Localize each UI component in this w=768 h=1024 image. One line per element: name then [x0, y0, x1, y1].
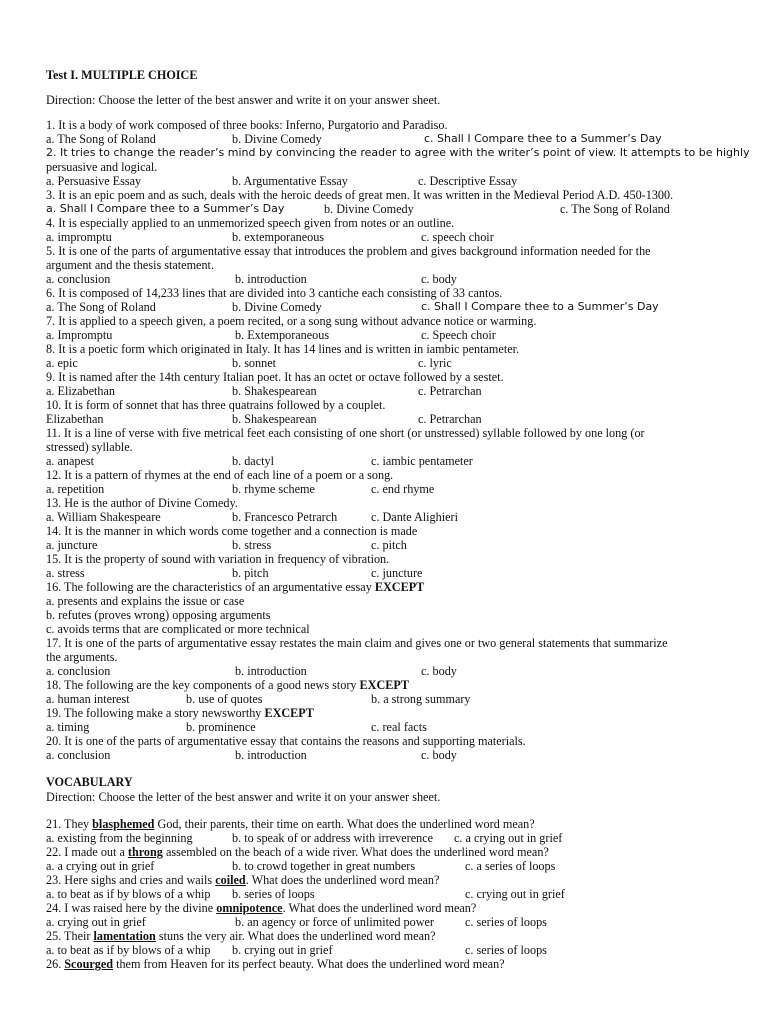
- question-text: [46, 817, 535, 831]
- choice-b: b. Divine Comedy: [232, 300, 322, 314]
- choice-c: c. series of loops: [465, 915, 547, 929]
- choice-b: b. extemporaneous: [232, 230, 325, 244]
- choice-c: c. Descriptive Essay: [418, 174, 518, 188]
- choice-c: c. body: [421, 272, 457, 286]
- choice-a: a. stress: [46, 566, 85, 580]
- choice-b: b. prominence: [186, 720, 256, 734]
- vocabulary-title: VOCABULARY: [46, 775, 133, 789]
- test-direction: Direction: Choose the letter of the best answer and write it on your answer sheet.: [46, 93, 441, 107]
- choice-a: a. crying out in grief: [46, 915, 146, 929]
- choice-c: c. body: [421, 748, 457, 762]
- question-text: 20. It is one of the parts of argumentative essay that contains the reasons and supporting materials.: [46, 734, 526, 748]
- question-text: 6. It is composed of 14,233 lines that are divided into 3 cantiche each consisting of 33 cantos.: [46, 286, 503, 300]
- choice-a: a. presents and explains the issue or case: [46, 594, 245, 608]
- question-text: [46, 873, 439, 887]
- question-text: 2. It tries to change the reader’s mind by convincing the reader to agree with the writer’s point of view. It attempts to be highly: [46, 146, 750, 159]
- choice-b: b. Divine Comedy: [232, 132, 322, 146]
- underlined-word: lamentation: [93, 929, 156, 943]
- question-text: 7. It is applied to a speech given, a poem recited, or a song sung without advance notice or warming.: [46, 314, 537, 328]
- choice-c: c. avoids terms that are complicated or more technical: [46, 622, 310, 636]
- choice-c: c. crying out in grief: [465, 887, 565, 901]
- choice-a: a. Elizabethan: [46, 384, 116, 398]
- question-text: [46, 580, 424, 594]
- choice-b: b. to crowd together in great numbers: [232, 859, 416, 873]
- choice-c: b. a strong summary: [371, 692, 471, 706]
- choice-b: b. an agency or force of unlimited power: [235, 915, 434, 929]
- choice-a: Elizabethan: [46, 412, 104, 426]
- question-stem: 16. The following are the characteristics of an argumentative essay: [46, 580, 375, 594]
- question-text: 8. It is a poetic form which originated in Italy. It has 14 lines and is written in iambic pentameter.: [46, 342, 520, 356]
- choice-b: b. Divine Comedy: [324, 202, 414, 216]
- choice-b: b. Shakespearean: [232, 384, 317, 398]
- choice-c: c. speech choir: [421, 230, 494, 244]
- choice-b: b. crying out in grief: [232, 943, 333, 957]
- question-text: [46, 706, 314, 720]
- question-stem: 25. Their: [46, 929, 94, 943]
- question-text: [46, 678, 409, 692]
- underlined-word: blasphemed: [92, 817, 155, 831]
- choice-b: b. Extemporaneous: [235, 328, 330, 342]
- question-stem-end: them from Heaven for its perfect beauty. What does the underlined word mean?: [113, 957, 505, 971]
- choice-b: b. dactyl: [232, 454, 274, 468]
- choice-c: c. Dante Alighieri: [371, 510, 458, 524]
- question-text: [46, 929, 435, 943]
- choice-b: b. to speak of or address with irreverence: [232, 831, 434, 845]
- question-text: 5. It is one of the parts of argumentative essay that introduces the problem and gives background information needed for the: [46, 244, 651, 258]
- choice-c: c. body: [421, 664, 457, 678]
- choice-b: b. sonnet: [232, 356, 277, 370]
- choice-c: c. Petrarchan: [418, 384, 482, 398]
- choice-c: c. a series of loops: [465, 859, 556, 873]
- choice-b: b. rhyme scheme: [232, 482, 315, 496]
- choice-a: a. human interest: [46, 692, 130, 706]
- choice-a: a. Impromptu: [46, 328, 113, 342]
- choice-a: a. to beat as if by blows of a whip: [46, 887, 211, 901]
- choice-c: c. a crying out in grief: [454, 831, 563, 845]
- question-stem: 21. They: [46, 817, 93, 831]
- choice-b: b. introduction: [235, 664, 307, 678]
- choice-a: a. epic: [46, 356, 78, 370]
- choice-b: b. pitch: [232, 566, 269, 580]
- question-text: [46, 845, 549, 859]
- question-text-cont: the arguments.: [46, 650, 118, 664]
- choice-c: c. real facts: [371, 720, 427, 734]
- question-text: 1. It is a body of work composed of three books: Inferno, Purgatorio and Paradiso.: [46, 118, 448, 132]
- choice-c: c. juncture: [371, 566, 423, 580]
- choice-a: a. repetition: [46, 482, 105, 496]
- choice-a: a. conclusion: [46, 748, 111, 762]
- choice-a: a. to beat as if by blows of a whip: [46, 943, 211, 957]
- choice-b: b. Shakespearean: [232, 412, 317, 426]
- choice-b: b. use of quotes: [186, 692, 263, 706]
- choice-b: b. stress: [232, 538, 272, 552]
- underlined-word: omnipotence: [216, 901, 283, 915]
- choice-a: a. conclusion: [46, 664, 111, 678]
- question-text: 17. It is one of the parts of argumentative essay restates the main claim and gives one or two general statements that summarize: [46, 636, 668, 650]
- question-text-cont: persuasive and logical.: [46, 160, 158, 174]
- choice-b: b. Argumentative Essay: [232, 174, 348, 188]
- question-text: 10. It is form of sonnet that has three quatrains followed by a couplet.: [46, 398, 386, 412]
- question-text: 14. It is the manner in which words come together and a connection is made: [46, 524, 418, 538]
- choice-b: b. introduction: [235, 748, 307, 762]
- choice-a: a. impromptu: [46, 230, 112, 244]
- question-text: 12. It is a pattern of rhymes at the end of each line of a poem or a song.: [46, 468, 394, 482]
- question-stem-end: . What does the underlined word mean?: [245, 873, 440, 887]
- except-keyword: EXCEPT: [264, 706, 314, 720]
- choice-a: a. anapest: [46, 454, 95, 468]
- question-text: [46, 901, 476, 915]
- question-text-cont: stressed) syllable.: [46, 440, 133, 454]
- choice-a: a. The Song of Roland: [46, 300, 156, 314]
- question-text: 4. It is especially applied to an unmemorized speech given from notes or an outline.: [46, 216, 455, 230]
- question-text: 11. It is a line of verse with five metrical feet each consisting of one short (or unstressed) syllable followed by one long (or: [46, 426, 645, 440]
- question-text: [46, 957, 505, 971]
- choice-a: a. Persuasive Essay: [46, 174, 142, 188]
- choice-c: c. end rhyme: [371, 482, 435, 496]
- choice-a: a. timing: [46, 720, 90, 734]
- underlined-word: throng: [127, 845, 163, 859]
- choice-c: c. pitch: [371, 538, 407, 552]
- choice-a: a. conclusion: [46, 272, 111, 286]
- question-stem-end: God, their parents, their time on earth. What does the underlined word mean?: [154, 817, 535, 831]
- choice-c: c. series of loops: [465, 943, 547, 957]
- choice-a: a. juncture: [46, 538, 98, 552]
- choice-a: a. Shall I Compare thee to a Summer’s Day: [46, 202, 285, 215]
- choice-b: b. refutes (proves wrong) opposing arguments: [46, 608, 271, 622]
- choice-c: c. Speech choir: [421, 328, 496, 342]
- choice-c: c. The Song of Roland: [560, 202, 670, 216]
- choice-a: a. a crying out in grief: [46, 859, 155, 873]
- question-stem: 18. The following are the key components of a good news story: [46, 678, 360, 692]
- question-stem: 24. I was raised here by the divine: [46, 901, 217, 915]
- question-text: 9. It is named after the 14th century Italian poet. It has an octet or octave followed by a sestet.: [46, 370, 504, 384]
- choice-c: c. iambic pentameter: [371, 454, 473, 468]
- question-text-cont: argument and the thesis statement.: [46, 258, 214, 272]
- choice-c: c. Shall I Compare thee to a Summer’s Day: [424, 132, 662, 145]
- choice-c: c. Shall I Compare thee to a Summer’s Day: [421, 300, 659, 313]
- question-stem: 19. The following make a story newsworthy: [46, 706, 265, 720]
- question-stem: 23. Here sighs and cries and wails: [46, 873, 216, 887]
- choice-a: a. existing from the beginning: [46, 831, 193, 845]
- choice-a: a. The Song of Roland: [46, 132, 156, 146]
- choice-b: b. Francesco Petrarch: [232, 510, 338, 524]
- question-stem-end: assembled on the beach of a wide river. What does the underlined word mean?: [162, 845, 549, 859]
- question-stem-end: stuns the very air. What does the underlined word mean?: [155, 929, 436, 943]
- underlined-word: coiled: [215, 873, 246, 887]
- question-text: 15. It is the property of sound with variation in frequency of vibration.: [46, 552, 390, 566]
- question-stem-end: . What does the underlined word mean?: [282, 901, 477, 915]
- vocabulary-direction: Direction: Choose the letter of the best answer and write it on your answer sheet.: [46, 790, 441, 804]
- choice-c: c. Petrarchan: [418, 412, 482, 426]
- choice-c: c. lyric: [418, 356, 452, 370]
- choice-a: a. William Shakespeare: [46, 510, 161, 524]
- question-text: 13. He is the author of Divine Comedy.: [46, 496, 238, 510]
- except-keyword: EXCEPT: [359, 678, 409, 692]
- choice-b: b. introduction: [235, 272, 307, 286]
- underlined-word: Scourged: [64, 957, 114, 971]
- question-stem: 26.: [46, 957, 65, 971]
- test-title: Test I. MULTIPLE CHOICE: [46, 68, 198, 82]
- question-stem: 22. I made out a: [46, 845, 128, 859]
- question-text: 3. It is an epic poem and as such, deals with the heroic deeds of great men. It was written in the Medieval Period A.D. 450-1300.: [46, 188, 674, 202]
- except-keyword: EXCEPT: [374, 580, 425, 594]
- choice-b: b. series of loops: [232, 887, 315, 901]
